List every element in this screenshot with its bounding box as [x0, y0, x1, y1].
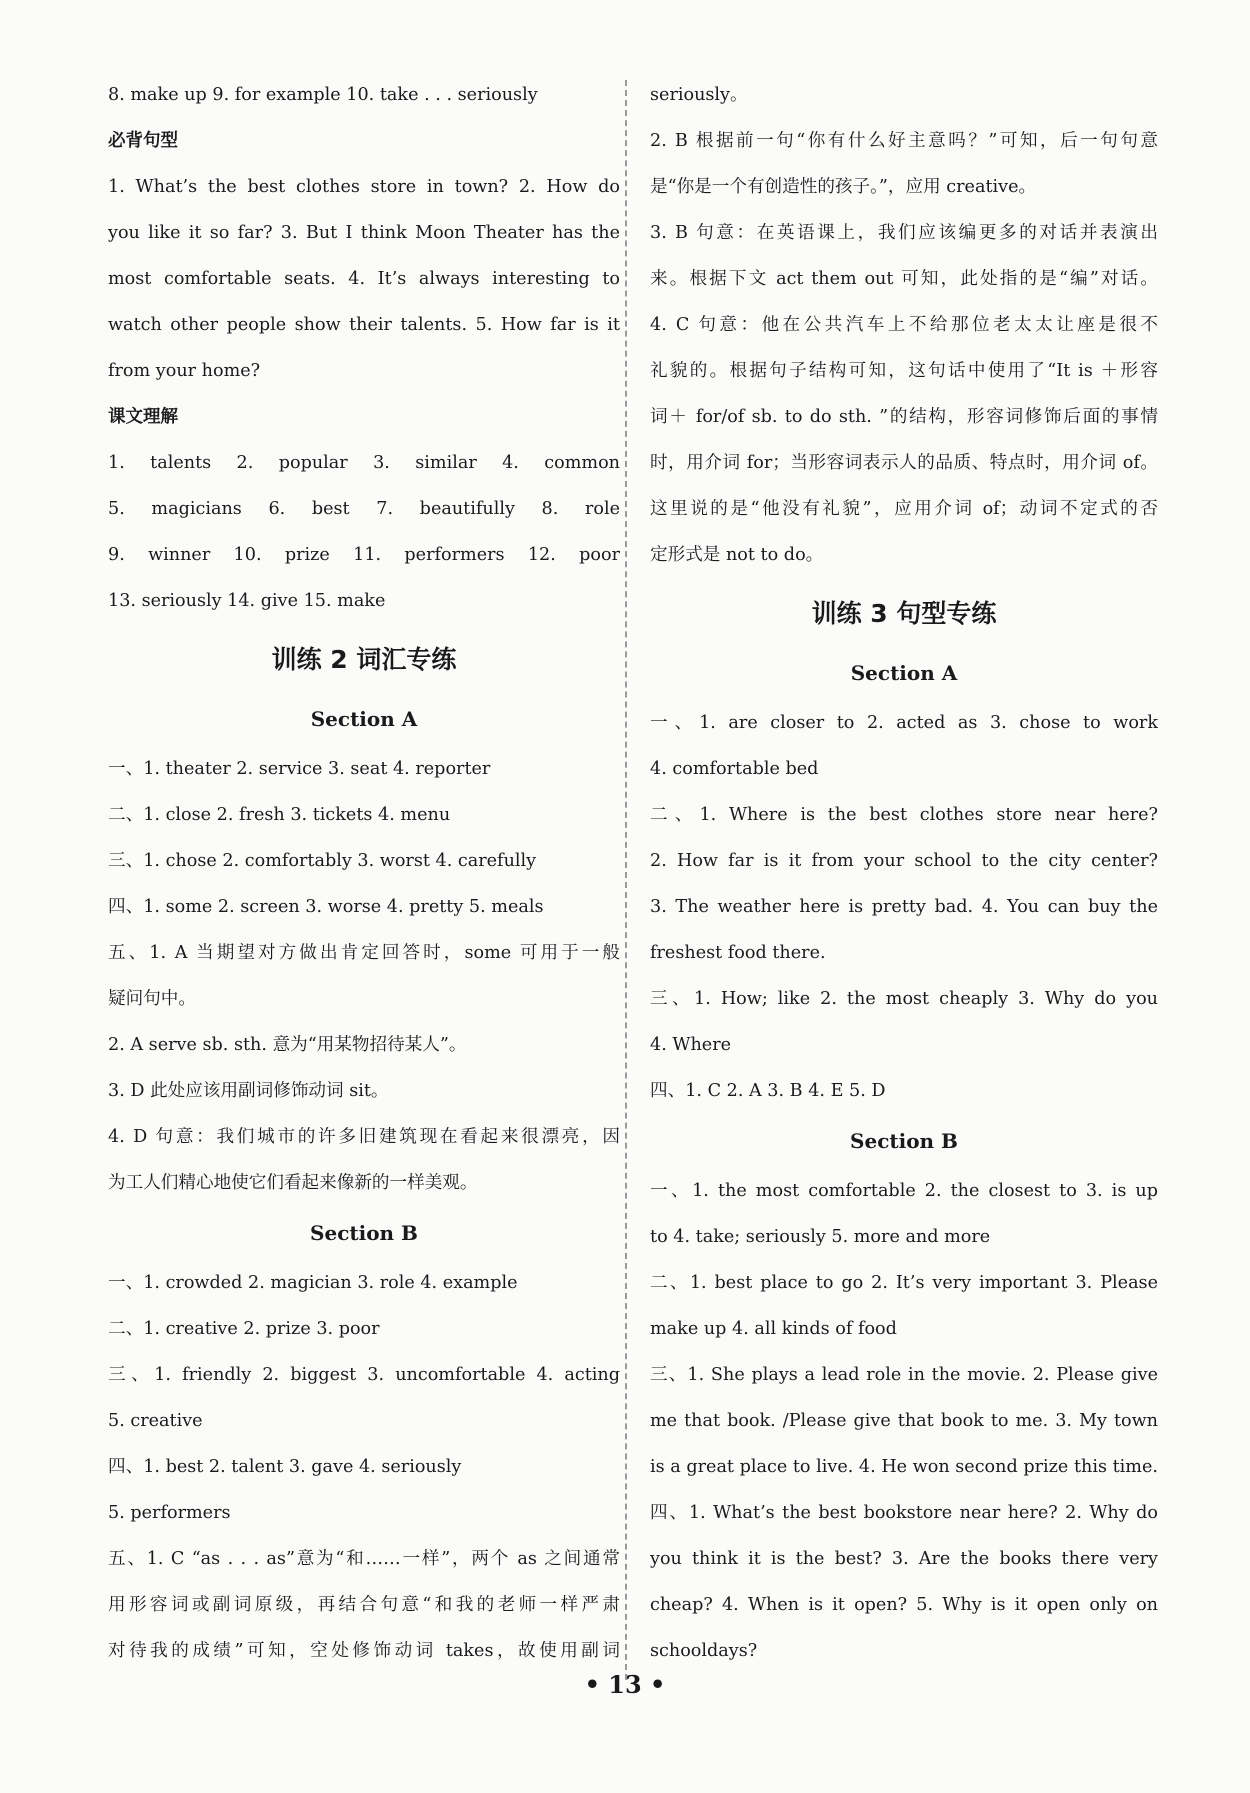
- answer-line: 二、1. close 2. fresh 3. tickets 4. menu: [108, 805, 451, 825]
- answer-line: most comfortable seats. 4. It’s always interesting to: [108, 269, 620, 289]
- answer-line: me that book. /Please give that book to me. 3. My town: [650, 1411, 1158, 1431]
- answer-line: schooldays?: [650, 1641, 758, 1661]
- answer-line: watch other people show their talents. 5. How far is it: [108, 315, 620, 335]
- answer-line: 一、1. crowded 2. magician 3. role 4. example: [108, 1273, 518, 1293]
- answer-line: 五、1. C “as . . . as”意为“和……一样”，两个 as 之间通常: [108, 1549, 620, 1569]
- section-label: Section B: [850, 1129, 958, 1153]
- left-column: [108, 72, 620, 1674]
- answer-line: 三、1. chose 2. comfortably 3. worst 4. carefully: [108, 851, 537, 871]
- answer-line: 2. B 根据前一句“你有什么好主意吗？”可知，后一句句意: [650, 131, 1158, 151]
- answer-line: from your home?: [108, 361, 261, 381]
- answer-line: 一、1. the most comfortable 2. the closest to 3. is up: [650, 1181, 1158, 1201]
- answer-line: freshest food there.: [650, 943, 826, 963]
- answer-line: 4. Where: [650, 1035, 732, 1055]
- answer-line: 8. make up 9. for example 10. take . . . seriously: [108, 85, 538, 105]
- answer-line: 是“你是一个有创造性的孩子。”，应用 creative。: [650, 177, 1037, 197]
- answer-line: you like it so far? 3. But I think Moon Theater has the: [108, 223, 620, 243]
- answer-line: 词＋ for/of sb. to do sth. ”的结构，形容词修饰后面的事情: [650, 407, 1158, 427]
- answer-line: 用形容词或副词原级，再结合句意“和我的老师一样严肃: [108, 1595, 620, 1615]
- answer-line: 3. D 此处应该用副词修饰动词 sit。: [108, 1081, 389, 1101]
- answer-line: 5. performers: [108, 1503, 231, 1523]
- answer-line: 2. A serve sb. sth. 意为“用某物招待某人”。: [108, 1035, 467, 1055]
- answer-line: 来。根据下文 act them out 可知，此处指的是“编”对话。: [650, 269, 1158, 289]
- answer-line: 一、1. theater 2. service 3. seat 4. reporter: [108, 759, 491, 779]
- answer-line: make up 4. all kinds of food: [650, 1319, 897, 1339]
- answer-line: 定形式是 not to do。: [650, 545, 824, 565]
- answer-line: 4. C 句意：他在公共汽车上不给那位老太太让座是很不: [650, 315, 1158, 335]
- answer-line: 四、1. C 2. A 3. B 4. E 5. D: [650, 1081, 886, 1101]
- exercise-title: 训练 3 句型专练: [811, 599, 997, 628]
- answer-line: 为工人们精心地使它们看起来像新的一样美观。: [108, 1173, 478, 1193]
- answer-line: 疑问句中。: [108, 989, 196, 1009]
- answer-line: 3. B 句意：在英语课上，我们应该编更多的对话并表演出: [650, 223, 1158, 243]
- answer-line: 3. The weather here is pretty bad. 4. You can buy the: [650, 897, 1158, 917]
- answer-line: 2. How far is it from your school to the city center?: [650, 851, 1158, 871]
- answer-line: 礼貌的。根据句子结构可知，这句话中使用了“It is ＋形容: [650, 361, 1158, 381]
- answer-line: 四、1. some 2. screen 3. worse 4. pretty 5. meals: [108, 897, 544, 917]
- answer-line: 三、1. She plays a lead role in the movie. 2. Please give: [650, 1365, 1158, 1385]
- section-label: Section A: [310, 707, 418, 731]
- answer-line: 五、1. A 当期望对方做出肯定回答时，some 可用于一般: [108, 943, 620, 963]
- answer-line: 二、1. creative 2. prize 3. poor: [108, 1319, 380, 1339]
- answer-line: 9. winner 10. prize 11. performers 12. poor: [108, 545, 620, 565]
- answer-line: 三、1. friendly 2. biggest 3. uncomfortable 4. acting: [108, 1365, 620, 1385]
- answer-line: 二、1. best place to go 2. It’s very important 3. Please: [650, 1273, 1158, 1293]
- answer-line: 三、1. How; like 2. the most cheaply 3. Why do you: [650, 989, 1158, 1009]
- answer-line: you think it is the best? 3. Are the books there very: [650, 1549, 1158, 1569]
- answer-line: 二、1. Where is the best clothes store near here?: [650, 805, 1158, 825]
- answer-line: 四、1. What’s the best bookstore near here? 2. Why do: [650, 1503, 1158, 1523]
- section-label: Section B: [310, 1221, 418, 1245]
- answer-line: 一、1. are closer to 2. acted as 3. chose to work: [650, 713, 1158, 733]
- answer-line: 对待我的成绩”可知，空处修饰动词 takes，故使用副词: [108, 1641, 620, 1661]
- section-heading: 必背句型: [108, 131, 178, 151]
- exercise-title: 训练 2 词汇专练: [271, 645, 457, 674]
- answer-line: 4. D 句意：我们城市的许多旧建筑现在看起来很漂亮，因: [108, 1127, 620, 1147]
- answer-line: seriously。: [650, 85, 748, 105]
- answer-line: 时，用介词 for；当形容词表示人的品质、特点时，用介词 of。: [650, 453, 1158, 473]
- column-divider: [625, 80, 627, 1680]
- answer-line: is a great place to live. 4. He won second prize this time.: [650, 1457, 1158, 1477]
- section-label: Section A: [850, 661, 958, 685]
- answer-line: 1. What’s the best clothes store in town? 2. How do: [108, 177, 620, 197]
- page-number: • 13 •: [584, 1670, 666, 1699]
- section-heading: 课文理解: [108, 407, 178, 427]
- answer-line: 5. creative: [108, 1411, 203, 1431]
- answer-line: 4. comfortable bed: [650, 759, 819, 779]
- answer-line: 13. seriously 14. give 15. make: [108, 591, 386, 611]
- answer-line: to 4. take; seriously 5. more and more: [650, 1227, 991, 1247]
- answer-line: 四、1. best 2. talent 3. gave 4. seriously: [108, 1457, 462, 1477]
- answer-line: 这里说的是“他没有礼貌”，应用介词 of；动词不定式的否: [650, 499, 1158, 519]
- answer-line: 5. magicians 6. best 7. beautifully 8. role: [108, 499, 620, 519]
- answer-line: 1. talents 2. popular 3. similar 4. common: [108, 453, 620, 473]
- right-column: [650, 72, 1158, 1674]
- answer-line: cheap? 4. When is it open? 5. Why is it open only on: [650, 1595, 1158, 1615]
